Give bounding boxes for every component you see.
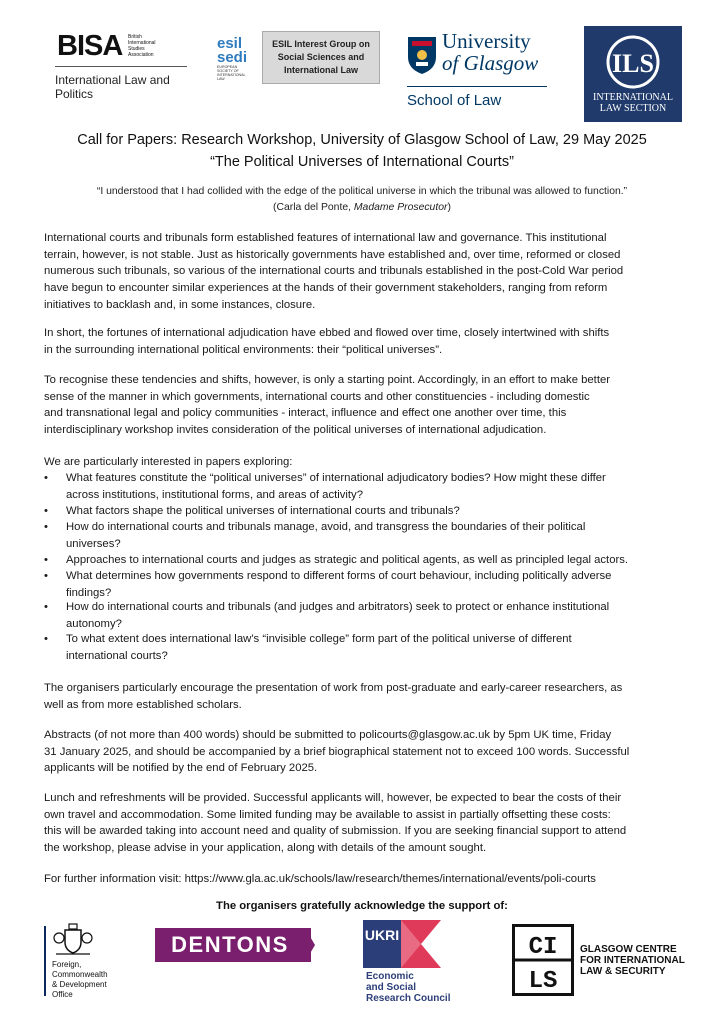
list-item [44, 568, 684, 602]
text-line: Lunch and refreshments will be provided. Successful applicants will, however, be expected to bear the costs of their [44, 792, 622, 804]
gcils-line: FOR INTERNATIONAL [580, 955, 685, 966]
paragraph-2 [44, 325, 684, 358]
glasgow-divider [407, 86, 547, 87]
text-line: sense of the manner in which governments, international courts and other constituencies - including domestic [44, 390, 590, 403]
text-line: international courts? [66, 649, 168, 662]
page-title: Call for Papers: Research Workshop, University of Glasgow School of Law, 29 May 2025 [77, 132, 647, 148]
text-line: What features constitute the “political universes” of international adjudicatory bodies? How might these differ [66, 472, 606, 484]
list-item [44, 599, 684, 633]
bisa-subtitle-line: International Law and [55, 73, 170, 87]
text-line: How do international courts and tribunals manage, avoid, and transgress the boundaries of their political [66, 521, 586, 533]
esil-small-line: INTERNATIONAL [217, 73, 246, 77]
gcils-line: LAW & SECURITY [580, 966, 666, 977]
bullet-intro: We are particularly interested in papers exploring: [44, 456, 293, 468]
fcdo-bar [44, 926, 46, 996]
paragraph-3 [44, 372, 684, 439]
dentons-arrow-icon [305, 928, 315, 962]
dentons-logo-text: DENTONS [171, 932, 289, 957]
ukri-logo [363, 920, 441, 968]
bisa-logo-word: BISA [57, 30, 123, 62]
esil-box-line: International Law [283, 65, 358, 75]
bisa-small-line: Association [128, 52, 154, 58]
bisa-small-line: British [128, 34, 142, 40]
ils-monogram-text: ILS [612, 49, 654, 78]
text-line: numerous such tribunals, so various of the international courts and tribunals established in the post-Cold War period [44, 265, 624, 278]
text-line: What factors shape the political universes of international courts and tribunals? [66, 505, 460, 517]
text-line: Approaches to international courts and judges as strategic and political agents, as well as principled legal actors. [66, 554, 629, 566]
ils-caption [584, 92, 682, 114]
esil-small-line: EUROPEAN [217, 65, 238, 69]
list-item [44, 552, 684, 569]
ukri-line: and Social [366, 982, 417, 993]
epigraph-quote: “I understood that I had collided with the edge of the political universe in which the tribunal was allowed to function.” [96, 186, 628, 197]
list-item [44, 503, 684, 520]
text-line: 31 January 2025, and should be accompanied by a brief biographical statement not to exceed 100 words. Successful [44, 745, 630, 758]
attribution-suffix: ) [447, 202, 451, 213]
attribution-book-title: Madame Prosecutor [353, 202, 448, 213]
bullet-icon: • [44, 633, 48, 645]
text-line: International courts and tribunals form established features of international law and governance. This institutional [44, 232, 607, 244]
text-line: well as from more established scholars. [44, 698, 242, 711]
bisa-logo-small-text [128, 34, 168, 58]
text-line: have begun to encounter similar experiences at the hands of their government stakeholders, ranging from reform [44, 282, 608, 295]
text-line: Abstracts (of not more than 400 words) should be submitted to policourts@glasgow.ac.uk by 5pm UK time, Friday [44, 729, 612, 741]
glasgow-name-line2: of Glasgow [442, 51, 539, 75]
text-line: The organisers particularly encourage the presentation of work from post-graduate and early-career researchers, as [44, 682, 623, 694]
bisa-small-line: Studies [128, 46, 145, 52]
epigraph-attribution [0, 202, 724, 213]
fcdo-caption [52, 960, 142, 1000]
glasgow-name-line1: University [442, 29, 531, 53]
ukri-line: Research Council [366, 993, 451, 1004]
fcdo-line: Commonwealth [52, 970, 108, 979]
list-item [44, 631, 684, 665]
text-line: universes? [66, 537, 121, 550]
fcdo-line: Office [52, 990, 73, 999]
esil-interest-group-box [262, 31, 380, 84]
glasgow-crest-icon [407, 35, 437, 75]
attribution-prefix: (Carla del Ponte, [273, 202, 354, 213]
ukri-caption [366, 971, 476, 1004]
esil-small-line: LAW [217, 77, 225, 81]
esil-small-line: SOCIETY OF [217, 69, 239, 73]
paragraph-4 [44, 680, 684, 713]
text-line: How do international courts and tribunals (and judges and arbitrators) seek to protect or enhance institutional [66, 601, 610, 613]
ukri-mark: UKRI [364, 927, 400, 943]
bisa-subtitle-line: Politics [55, 87, 94, 101]
text-line: To recognise these tendencies and shifts, however, is only a starting point. Accordingly, in an effort to make better [44, 374, 611, 386]
further-info: For further information visit: https://www.gla.ac.uk/schools/law/research/themes/international/events/poli-courts [44, 873, 596, 885]
paragraph-1 [44, 230, 684, 314]
text-line: own travel and accommodation. Some limited funding may be available to assist in partially offsetting these costs: [44, 808, 611, 821]
text-line: What determines how governments respond to different forms of court behaviour, including politically adverse [66, 570, 612, 582]
acknowledgement: The organisers gratefully acknowledge the support of: [216, 900, 508, 912]
royal-coat-of-arms-icon [50, 922, 96, 956]
ukri-line: Economic [366, 971, 414, 982]
bullet-icon: • [44, 570, 48, 582]
esil-logo [214, 34, 260, 84]
international-law-section-logo [584, 26, 682, 122]
bullet-icon: • [44, 472, 48, 484]
text-line: initiatives to backlash and, in some instances, closure. [44, 298, 316, 311]
bisa-small-line: International [128, 40, 156, 46]
text-line: in the surrounding international political environments: their “political universes”. [44, 343, 443, 356]
bullet-icon: • [44, 554, 48, 566]
list-item [44, 470, 684, 504]
text-line: interdisciplinary workshop invites consideration of the political universes of international adjudication. [44, 424, 547, 437]
list-item [44, 519, 684, 553]
text-line: this will be awarded taking into account need and quality of submission. If you are seeking financial support to attend [44, 825, 627, 838]
fcdo-line: Foreign, [52, 960, 82, 969]
text-line: and transnational legal and policy communities - interact, influence and effect one another over time, this [44, 407, 567, 420]
gcils-mark-bottom: LS [528, 968, 558, 995]
fcdo-line: & Development [52, 980, 107, 989]
text-line: autonomy? [66, 617, 122, 630]
gcils-line: GLASGOW CENTRE [580, 944, 677, 955]
esil-logo-bottom: sedi [217, 49, 248, 66]
text-line: the workshop, please advise in your application, along with details of the amount sought. [44, 842, 487, 855]
esil-box-line: ESIL Interest Group on [272, 39, 370, 49]
bullet-icon: • [44, 601, 48, 613]
ils-caption-line: INTERNATIONAL [593, 92, 673, 103]
paragraph-6 [44, 790, 684, 857]
text-line: applicants will be notified by the end of February 2025. [44, 762, 318, 775]
gcils-logo [512, 924, 574, 996]
text-line: across institutions, institutional forms, and areas of activity? [66, 488, 363, 501]
esil-box-line: Social Sciences and [277, 52, 365, 62]
paragraph-5 [44, 727, 684, 777]
esil-logo-top: esil [217, 35, 243, 52]
text-line: findings? [66, 586, 112, 599]
text-line: To what extent does international law’s “invisible college” form part of the political universe of different [66, 633, 572, 645]
ils-monogram-icon [593, 34, 673, 90]
bisa-divider [55, 66, 187, 67]
gcils-caption [580, 944, 690, 977]
page-subtitle: “The Political Universes of International Courts” [210, 154, 514, 170]
bullet-icon: • [44, 505, 48, 517]
text-line: terrain, however, is not stable. Just as historically governments have established and, over time, reformed or closed [44, 248, 621, 261]
bisa-subtitle [55, 73, 195, 101]
gcils-mark-top: CI [528, 934, 558, 961]
text-line: In short, the fortunes of international adjudication have ebbed and flowed over time, closely intertwined with shifts [44, 327, 610, 339]
glasgow-school-of-law: School of Law [407, 92, 502, 109]
ils-caption-line: LAW SECTION [599, 103, 667, 114]
bullet-icon: • [44, 521, 48, 533]
